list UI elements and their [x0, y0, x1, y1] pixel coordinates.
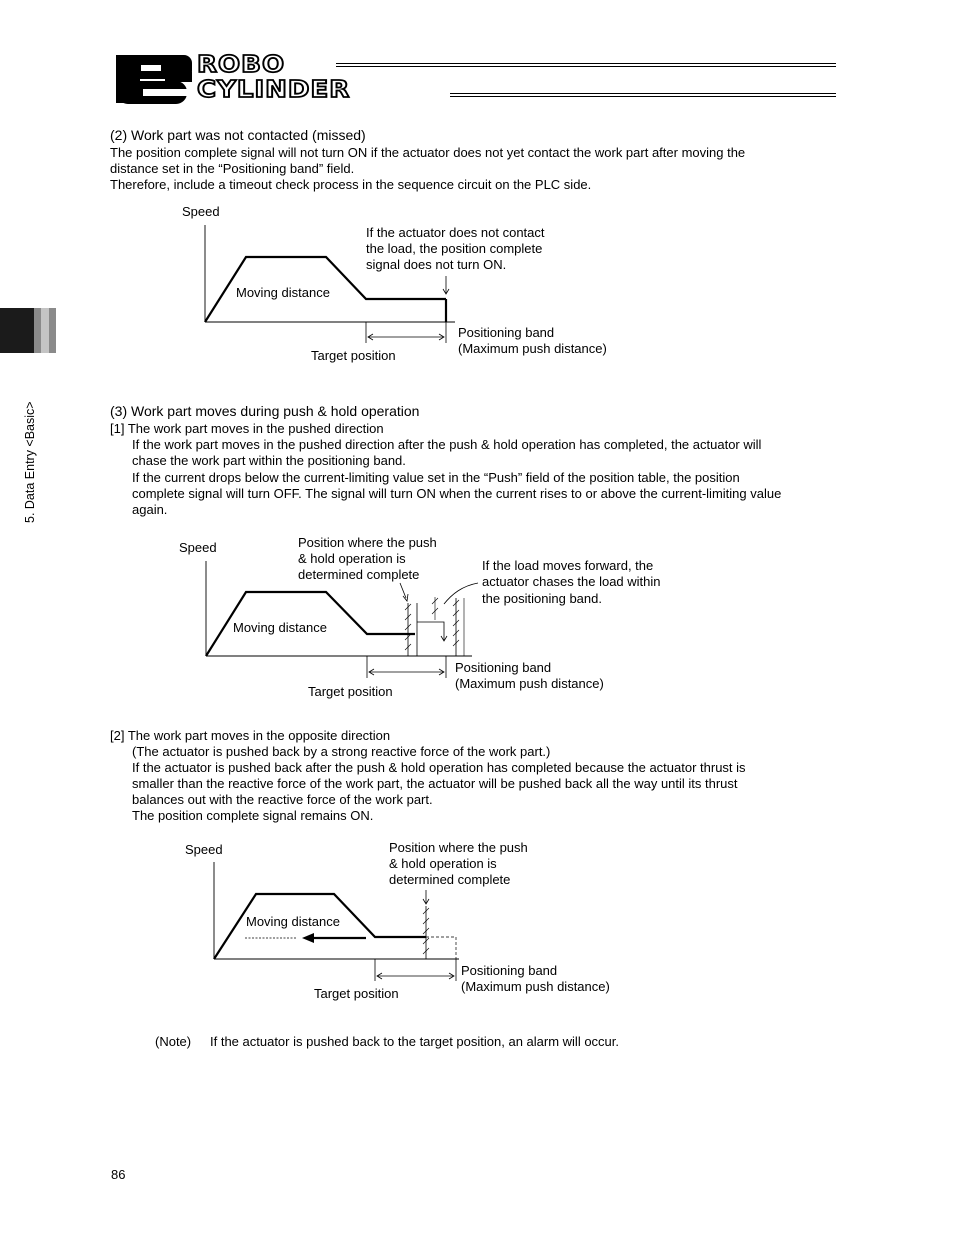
brand-line1: ROBO [197, 51, 286, 79]
d2-speed-label: Speed [179, 540, 217, 555]
d1-target-position: Target position [311, 348, 396, 363]
item1-title: [1] The work part moves in the pushed direction [110, 421, 384, 436]
note-text: If the actuator is pushed back to the target position, an alarm will occur. [210, 1034, 619, 1049]
item2-line: (The actuator is pushed back by a strong reactive force of the work part.) [132, 744, 551, 759]
section2-heading: (2) Work part was not contacted (missed) [110, 127, 366, 143]
d1-note-line: signal does not turn ON. [366, 257, 507, 272]
d2-complete-line: & hold operation is [298, 551, 406, 566]
d1-moving-distance: Moving distance [236, 285, 330, 300]
d3-target-position: Target position [314, 986, 399, 1001]
d3-dashed-band [426, 937, 456, 959]
d2-target-position: Target position [308, 684, 393, 699]
item1-line: again. [132, 502, 168, 517]
d2-chase-line: the positioning band. [482, 591, 602, 606]
item2-line: balances out with the reactive force of the work part. [132, 792, 433, 807]
d3-band-line2: (Maximum push distance) [461, 979, 610, 994]
d2-band-line2: (Maximum push distance) [455, 676, 604, 691]
d3-moving-distance: Moving distance [246, 914, 340, 929]
d2-chase-line: actuator chases the load within [482, 574, 661, 589]
d3-complete-line: Position where the push [389, 840, 528, 855]
d3-complete-line: & hold operation is [389, 856, 497, 871]
side-tab-label: 5. Data Entry <Basic> [23, 401, 37, 523]
d2-chase-line: If the load moves forward, the [482, 558, 654, 573]
item2-line: smaller than the reactive force of the work part, the actuator will be pushed back all the way until its thrust [132, 776, 738, 791]
d3-complete-line: determined complete [389, 872, 511, 887]
d2-band-line1: Positioning band [455, 660, 552, 675]
section2-line: Therefore, include a timeout check process in the sequence circuit on the PLC side. [110, 177, 592, 192]
item1-line: If the work part moves in the pushed direction after the push & hold operation has completed, the actuator will [132, 437, 762, 452]
d1-speed-label: Speed [182, 204, 220, 219]
d1-note-line: the load, the position complete [366, 241, 543, 256]
brand-line2: CYLINDER [197, 76, 351, 104]
d2-moving-distance: Moving distance [233, 620, 327, 635]
section2-line: The position complete signal will not turn ON if the actuator does not yet contact the work part after moving the [110, 145, 746, 160]
d2-complete-line: determined complete [298, 567, 420, 582]
item1-line: chase the work part within the positioning band. [132, 453, 406, 468]
page-number: 86 [111, 1167, 126, 1182]
section2-line: distance set in the “Positioning band” field. [110, 161, 355, 176]
item1-line: complete signal will turn OFF. The signal will turn ON when the current rises to or above the current-limiting value [132, 486, 782, 501]
section3-heading: (3) Work part moves during push & hold operation [110, 403, 420, 419]
note-label: (Note) [155, 1034, 192, 1049]
d2-complete-line: Position where the push [298, 535, 437, 550]
d1-band-line2: (Maximum push distance) [458, 341, 607, 356]
d3-speed-label: Speed [185, 842, 223, 857]
item2-title: [2] The work part moves in the opposite direction [110, 728, 391, 743]
item1-line: If the current drops below the current-limiting value set in the “Push” field of the position table, the position [132, 470, 740, 485]
d1-band-line1: Positioning band [458, 325, 555, 340]
item2-line: The position complete signal remains ON. [132, 808, 374, 823]
item2-line: If the actuator is pushed back after the push & hold operation has completed because the actuator thrust is [132, 760, 746, 775]
d1-note-line: If the actuator does not contact [366, 225, 545, 240]
d3-band-line1: Positioning band [461, 963, 558, 978]
